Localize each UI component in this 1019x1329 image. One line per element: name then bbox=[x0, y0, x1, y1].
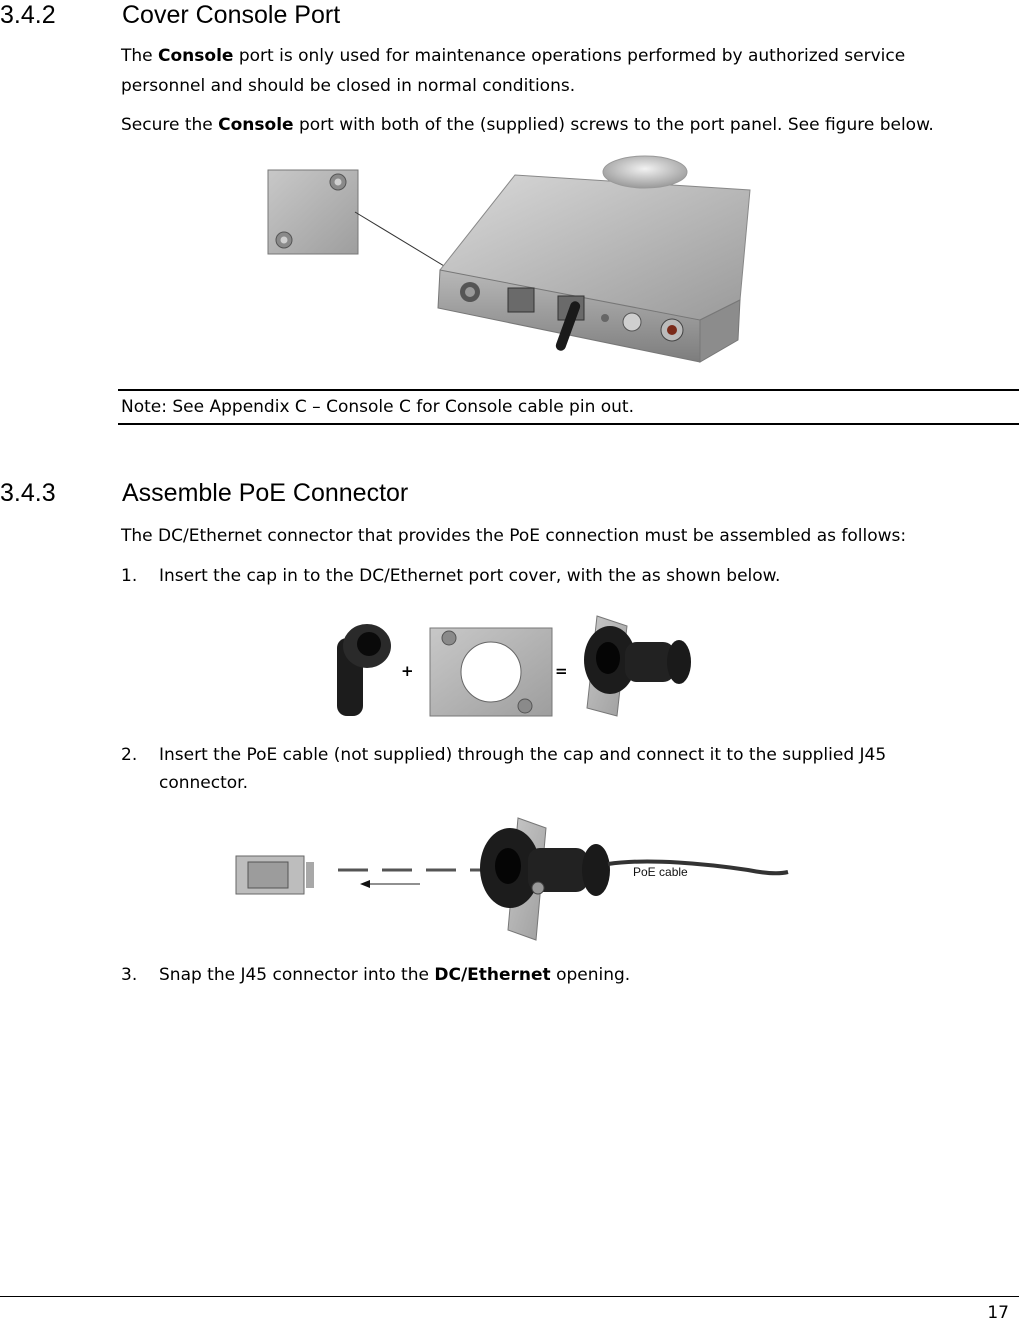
section-title: Cover Console Port bbox=[122, 1, 341, 29]
note-bottom-rule bbox=[118, 423, 1019, 425]
poe-cable-label: PoE cable bbox=[633, 865, 688, 879]
note-top-rule bbox=[118, 389, 1019, 391]
section-title: Assemble PoE Connector bbox=[122, 479, 409, 507]
assembled-cap-image bbox=[584, 616, 691, 716]
list-number: 3. bbox=[121, 965, 138, 985]
list-item-3 bbox=[121, 960, 981, 991]
list-text: Insert the PoE cable (not supplied) through the cap and connect it to the supplied J45 bbox=[159, 745, 887, 765]
console-term: Console bbox=[218, 115, 294, 135]
list-item-2 bbox=[121, 740, 981, 771]
device-image bbox=[438, 156, 750, 362]
list-item-1 bbox=[121, 561, 981, 592]
equals-sign: = bbox=[555, 662, 568, 680]
note-text: Note: See Appendix C – Console C for Console cable pin out. bbox=[121, 397, 634, 417]
list-number: 1. bbox=[121, 566, 138, 586]
footer-rule bbox=[0, 1296, 1019, 1297]
console-port-figure bbox=[260, 150, 770, 365]
poe-cable-figure bbox=[228, 812, 793, 947]
list-text: Insert the cap in to the DC/Ethernet port cover, with the as shown below. bbox=[159, 566, 781, 586]
intro-paragraph: The DC/Ethernet connector that provides the PoE connection must be assembled as follows: bbox=[121, 526, 907, 546]
page-number: 17 bbox=[987, 1303, 1009, 1323]
j45-connector-image bbox=[236, 856, 314, 894]
paragraph: The Console port is only used for maintenance operations performed by authorized service bbox=[121, 46, 906, 66]
port-cover-plate-image bbox=[430, 628, 552, 716]
section-heading-3-4-3 bbox=[0, 478, 408, 508]
plus-sign: + bbox=[401, 662, 414, 680]
console-term: Console bbox=[158, 46, 234, 66]
dc-ethernet-term: DC/Ethernet bbox=[434, 965, 551, 985]
list-text-continued: connector. bbox=[159, 773, 249, 793]
section-number: 3.4.2 bbox=[0, 1, 56, 29]
list-number: 2. bbox=[121, 745, 138, 765]
section-heading-3-4-2 bbox=[0, 0, 340, 30]
list-text: Snap the J45 connector into the DC/Ethernet opening. bbox=[159, 965, 631, 985]
paragraph-line: personnel and should be closed in normal conditions. bbox=[121, 76, 576, 96]
section-number: 3.4.3 bbox=[0, 479, 56, 507]
cable-cap-assembly-image bbox=[480, 818, 610, 940]
console-cover-plate-image bbox=[268, 170, 358, 254]
cap-assembly-figure bbox=[325, 608, 695, 723]
cap-image bbox=[337, 624, 391, 716]
paragraph: Secure the Console port with both of the (supplied) screws to the port panel. See figure below. bbox=[121, 115, 934, 135]
